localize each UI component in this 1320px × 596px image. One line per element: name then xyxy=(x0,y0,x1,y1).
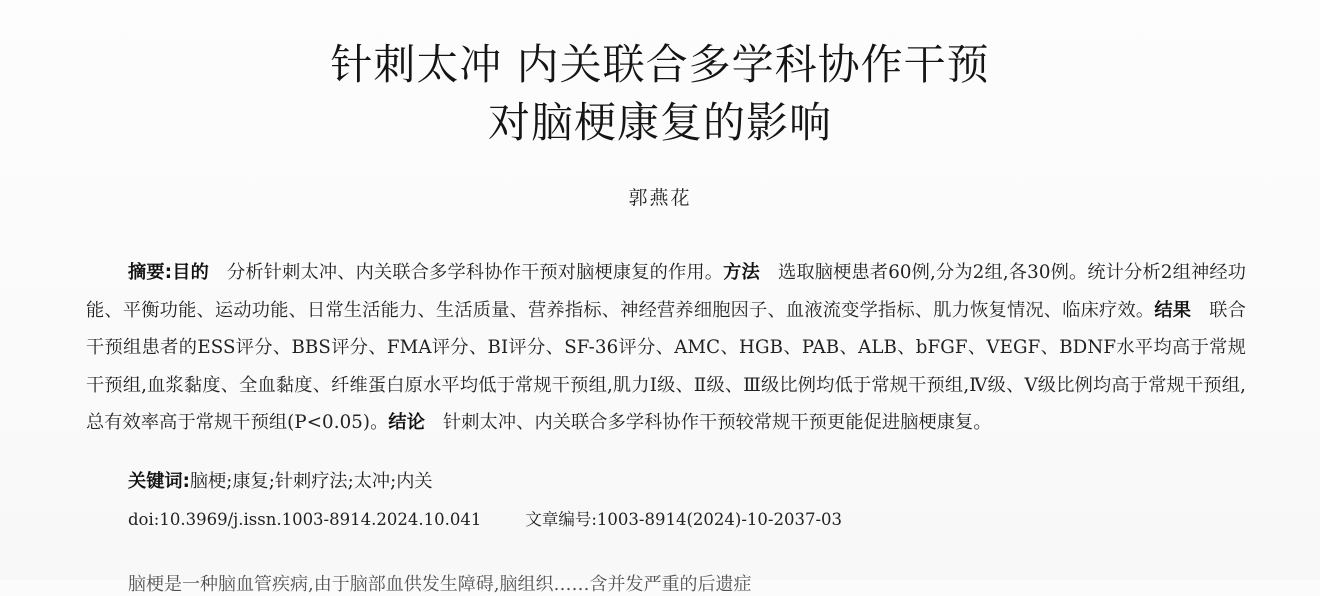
conclusion-text: 针刺太冲、内关联合多学科协作干预较常规干预更能促进脑梗康复。 xyxy=(443,412,992,434)
results-label: 结果 xyxy=(1154,299,1192,321)
methods-label: 方法 xyxy=(723,262,760,283)
keywords-label: 关键词: xyxy=(128,471,190,492)
abstract-label: 摘要: xyxy=(128,262,173,283)
cut-off-body-text: 脑梗是一种脑血管疾病,由于脑部血供发生障碍,脑组织……含并发严重的后遗症 xyxy=(128,574,752,595)
keywords-text: 脑梗;康复;针刺疗法;太冲;内关 xyxy=(189,471,433,492)
objective-text: 分析针刺太冲、内关联合多学科协作干预对脑梗康复的作用。 xyxy=(226,262,724,283)
paper-title-line-1: 针刺太冲 内关联合多学科协作干预 xyxy=(330,40,990,89)
author-name: 郭燕花 xyxy=(628,187,692,209)
cut-off-body-line xyxy=(128,568,888,595)
objective-label: 目的 xyxy=(172,262,209,283)
doi-text: doi:10.3969/j.issn.1003-8914.2024.10.041 xyxy=(128,510,482,529)
results-text: 联合干预组患者的ESS评分、BBS评分、FMA评分、BI评分、SF-36评分、AMC、HGB、PAB、ALB、bFGF、VEGF、BDNF水平均高于常规干预组,血浆黏度、全血黏度、纤维蛋白原水平均低于常规干预组,肌力Ⅰ级、Ⅱ级、Ⅲ级比例均低于常规干预组,Ⅳ级、Ⅴ级比例均高于常规干预组,总有效率高于常规干预组(P<0.05)。 xyxy=(86,299,1246,434)
article-number: 文章编号:1003-8914(2024)-10-2037-03 xyxy=(525,510,843,529)
methods-text: 选取脑梗患者60例,分为2组,各30例。统计分析2组神经功能、平衡功能、运动功能、日常生活能力、生活质量、营养指标、神经营养细胞因子、血液流变学指标、肌力恢复情况、临床疗效。 xyxy=(86,262,1247,321)
conclusion-label: 结论 xyxy=(388,412,425,434)
doi-line xyxy=(128,507,842,533)
keywords-line xyxy=(128,467,433,497)
abstract-paragraph xyxy=(86,254,1246,442)
paper-title-line-2: 对脑梗康复的影响 xyxy=(487,98,832,147)
